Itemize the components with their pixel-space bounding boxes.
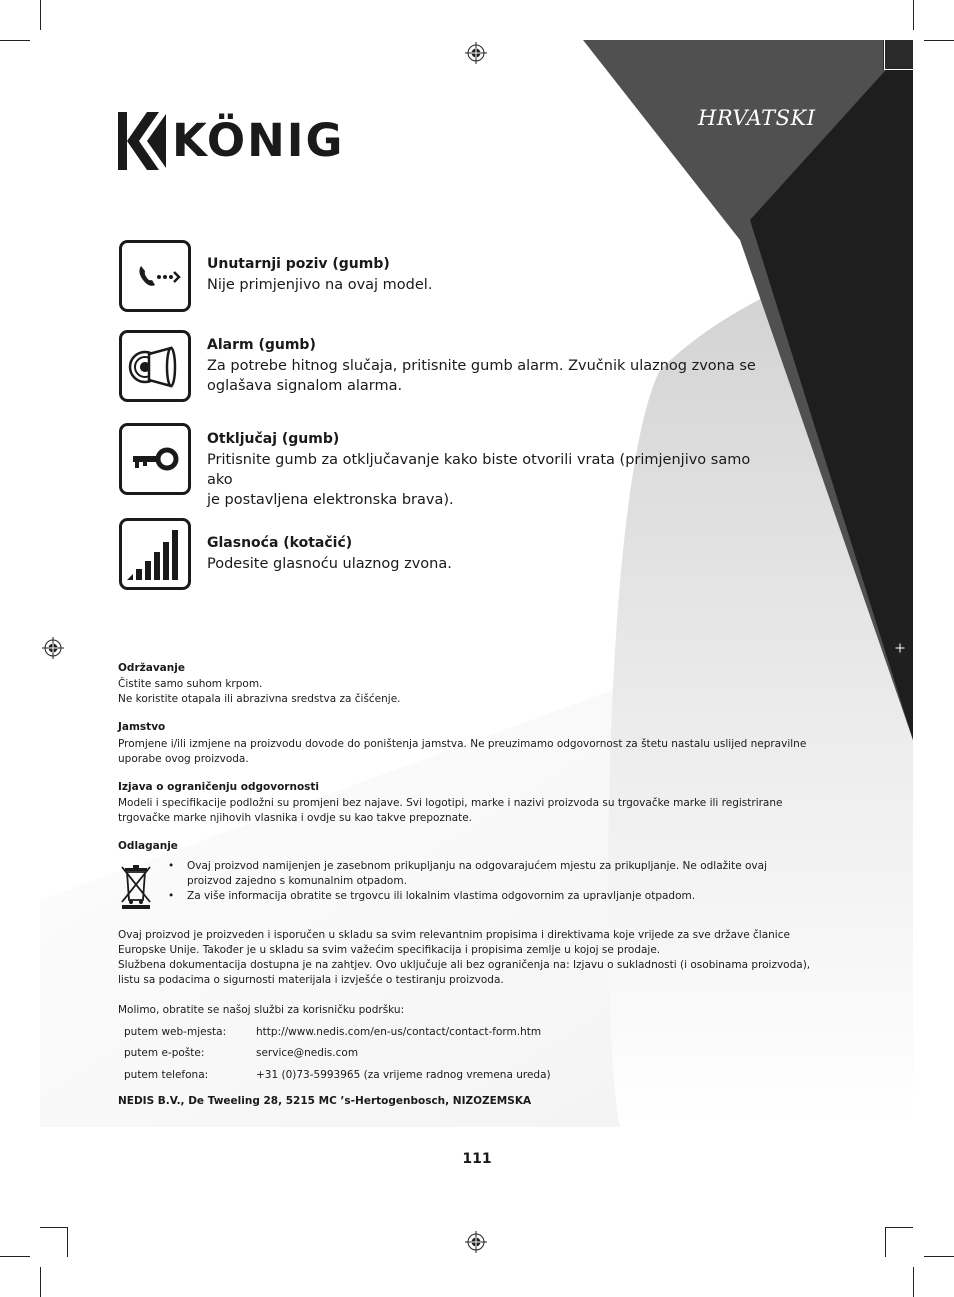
text-line: Europske Unije. Također je u skladu sa svim važećim specifikacija i propisima zemlje u kojoj se prodaje. [118, 944, 661, 956]
registration-mark-icon [42, 637, 64, 659]
crop-mark [913, 0, 914, 30]
contact-label-web: putem web-mjesta: [124, 1026, 227, 1038]
registration-mark-icon [465, 1231, 487, 1253]
feature-description: Podesite glasnoću ulaznog zvona. [207, 556, 452, 572]
section-title-warranty: Jamstvo [118, 721, 166, 733]
page-number: 111 [462, 1151, 492, 1167]
bullet-marker: • [168, 890, 175, 902]
feature-description-line: Pritisnite gumb za otključavanje kako biste otvorili vrata (primjenjivo samo ako [207, 452, 751, 488]
compliance-text [118, 928, 838, 988]
brand-logo [118, 112, 343, 172]
text-line: listu sa podacima o sigurnosti materijala i izvješće o testiranju proizvoda. [118, 974, 504, 986]
feature-title: Otključaj (gumb) [207, 431, 340, 447]
section-title-disposal: Odlaganje [118, 840, 178, 852]
crop-mark [0, 40, 30, 41]
crop-mark [885, 1227, 913, 1228]
text-line: Čistite samo suhom krpom. [118, 678, 263, 690]
text-line: Promjene i/ili izmjene na proizvodu dovode do poništenja jamstva. Ne preuzimamo odgovornost za štetu nastalu uslijed nepravilne [118, 738, 807, 750]
contact-link-email[interactable]: service@nedis.com [256, 1047, 359, 1059]
brand-mark-icon [118, 112, 166, 170]
section-text-maintenance [118, 677, 818, 707]
text-line: Modeli i specifikacije podložni su promjeni bez najave. Svi logotipi, marke i nazivi proizvoda su trgovačke marke ili registrirane [118, 797, 783, 809]
feature-description-line: Za potrebe hitnog slučaja, pritisnite gumb alarm. Zvučnik ulaznog zvona se [207, 358, 756, 374]
crop-mark [924, 1256, 954, 1257]
text-line: Ovaj proizvod je proizveden i isporučen u skladu sa svim relevantnim propisima i direktivama koje vrijede za sve države članice [118, 929, 790, 941]
corner-frame [884, 40, 885, 70]
volume-bars-icon [119, 518, 191, 590]
section-title-disclaimer: Izjava o ograničenju odgovornosti [118, 781, 320, 793]
bullet-item [187, 859, 787, 889]
contact-label-email: putem e-pošte: [124, 1047, 205, 1059]
feature-title: Glasnoća (kotačić) [207, 535, 353, 551]
crop-mark [885, 1227, 886, 1257]
contact-link-web[interactable]: http://www.nedis.com/en-us/contact/contact-form.htm [256, 1026, 542, 1038]
registration-mark-icon [889, 637, 911, 659]
contact-value-phone: +31 (0)73-5993965 (za vrijeme radnog vremena ureda) [256, 1069, 551, 1081]
text-line: Ovaj proizvod namijenjen je zasebnom prikupljanju na odgovarajućem mjestu za prikupljanje. Ne odlažite ovaj [187, 860, 767, 872]
bullet-item [187, 889, 787, 904]
text-line: Ne koristite otapala ili abrazivna sredstva za čišćenje. [118, 693, 401, 705]
text-line: uporabe ovog proizvoda. [118, 753, 249, 765]
support-intro: Molimo, obratite se našoj službi za korisničku podršku: [118, 1004, 405, 1016]
crop-mark [67, 1227, 68, 1257]
feature-description-line: oglašava signalom alarma. [207, 378, 403, 394]
feature-title: Unutarnji poziv (gumb) [207, 256, 390, 272]
feature-description [207, 356, 767, 396]
text-line: Za više informacija obratite se trgovcu ili lokalnim vlastima odgovornim za upravljanje otpadom. [187, 890, 696, 902]
section-text-warranty [118, 737, 818, 767]
company-address: NEDIS B.V., De Tweeling 28, 5215 MC ’s-Hertogenbosch, NIZOZEMSKA [118, 1095, 532, 1107]
bullet-marker: • [168, 860, 175, 872]
feature-description: Nije primjenjivo na ovaj model. [207, 277, 433, 293]
feature-description [207, 450, 767, 510]
registration-mark-icon [465, 42, 487, 64]
text-line: Službena dokumentacija dostupna je na zahtjev. Ovo uključuje ali bez ograničenja na: Izjavu o sukladnosti (i osobinama proizvoda), [118, 959, 811, 971]
crop-mark [0, 1256, 30, 1257]
intercom-call-icon [119, 240, 191, 312]
key-unlock-icon [119, 423, 191, 495]
crop-mark [40, 0, 41, 30]
weee-crossed-bin-icon [119, 862, 155, 910]
crop-mark [40, 1227, 68, 1228]
crop-mark [40, 1267, 41, 1297]
corner-frame [884, 69, 914, 70]
feature-title: Alarm (gumb) [207, 337, 316, 353]
language-label: HRVATSKI [698, 106, 816, 130]
text-line: trgovačke marke njihovih vlasnika i ovdje su kao takve prepoznate. [118, 812, 473, 824]
text-line: proizvod zajedno s komunalnim otpadom. [187, 875, 407, 887]
feature-description-line: je postavljena elektronska brava). [207, 492, 454, 508]
crop-mark [924, 40, 954, 41]
alarm-horn-icon [119, 330, 191, 402]
section-text-disclaimer [118, 796, 818, 826]
contact-label-phone: putem telefona: [124, 1069, 209, 1081]
crop-mark [913, 1267, 914, 1297]
section-title-maintenance: Održavanje [118, 662, 185, 674]
brand-wordmark: KÖNIG [172, 114, 345, 167]
